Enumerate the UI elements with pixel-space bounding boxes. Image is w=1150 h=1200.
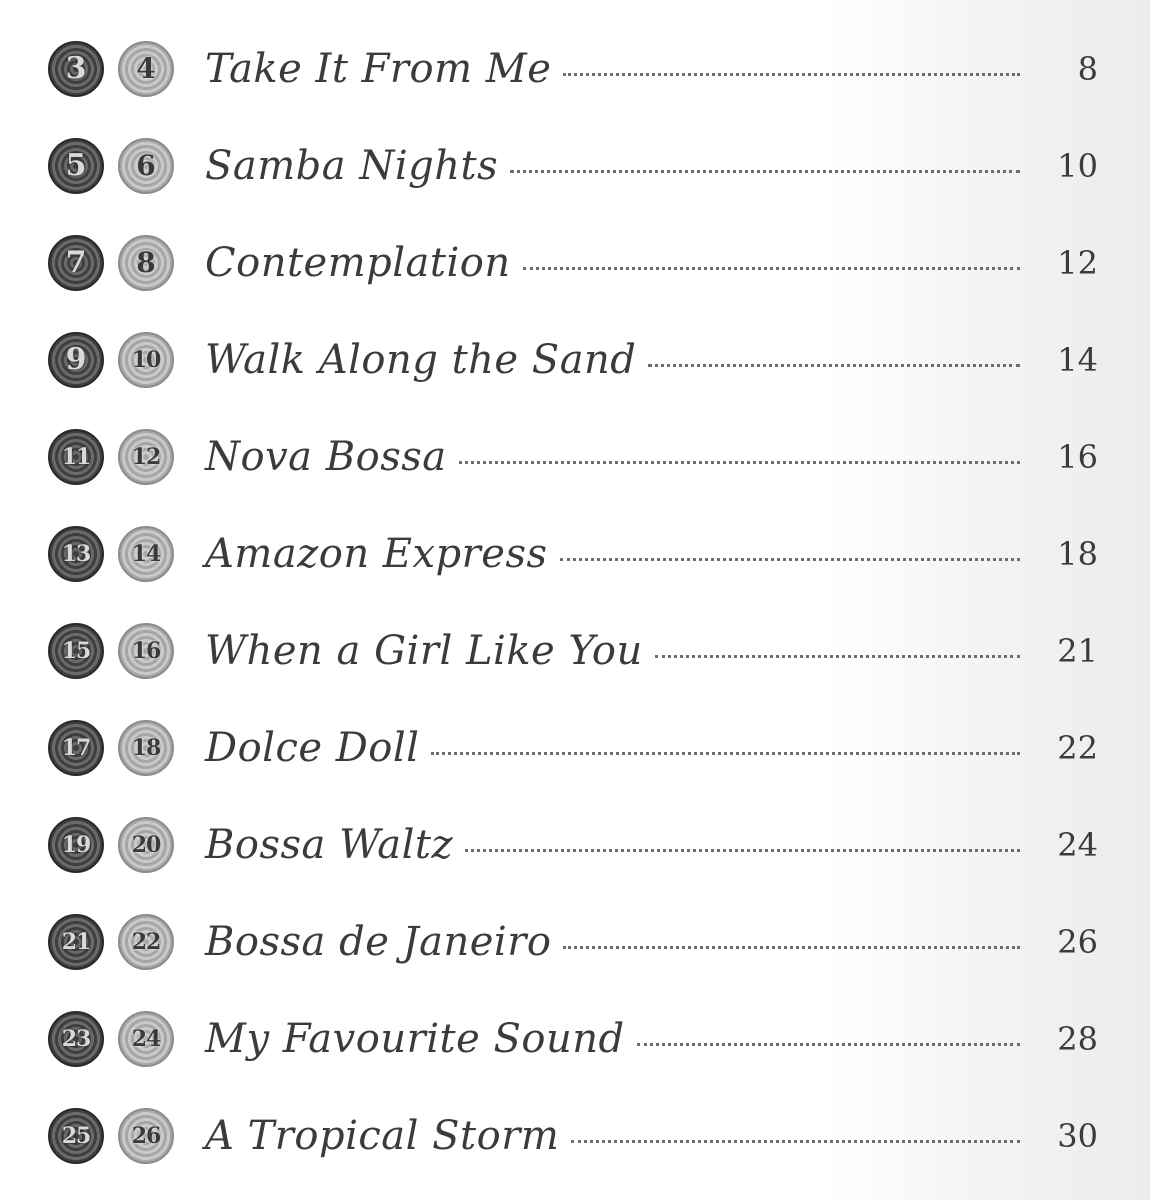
toc-entry — [205, 531, 1020, 577]
song-title: Dolce Doll — [205, 724, 420, 771]
page-number: 16 — [1057, 437, 1098, 476]
cd-track-dark-icon: 5 — [48, 138, 104, 194]
dot-leader — [465, 849, 1020, 852]
list-item[interactable] — [0, 796, 1150, 893]
page-number: 21 — [1057, 631, 1098, 670]
song-title: Amazon Express — [205, 530, 548, 577]
cd-track-dark-icon: 19 — [48, 817, 104, 873]
dot-leader — [655, 655, 1020, 658]
cd-track-light-icon: 10 — [118, 332, 174, 388]
list-item[interactable] — [0, 1087, 1150, 1184]
song-title: Bossa Waltz — [205, 821, 454, 868]
toc-entry — [205, 822, 1020, 868]
song-title: Take It From Me — [205, 45, 552, 92]
list-item[interactable] — [0, 214, 1150, 311]
song-title: Bossa de Janeiro — [205, 918, 552, 965]
list-item[interactable] — [0, 20, 1150, 117]
dot-leader — [563, 946, 1020, 949]
list-item[interactable] — [0, 699, 1150, 796]
toc-entry — [205, 1016, 1020, 1062]
song-title: Nova Bossa — [205, 433, 447, 480]
cd-track-dark-icon: 9 — [48, 332, 104, 388]
toc-list — [0, 20, 1150, 1184]
cd-track-light-icon: 12 — [118, 429, 174, 485]
song-title: My Favourite Sound — [205, 1015, 625, 1062]
toc-entry — [205, 1113, 1020, 1159]
cd-track-light-icon: 26 — [118, 1108, 174, 1164]
page-number: 24 — [1057, 825, 1098, 864]
cd-track-light-icon: 22 — [118, 914, 174, 970]
song-title: Walk Along the Sand — [205, 336, 637, 383]
dot-leader — [431, 752, 1020, 755]
list-item[interactable] — [0, 893, 1150, 990]
cd-track-light-icon: 4 — [118, 41, 174, 97]
list-item[interactable] — [0, 990, 1150, 1087]
list-item[interactable] — [0, 117, 1150, 214]
toc-entry — [205, 337, 1020, 383]
list-item[interactable] — [0, 602, 1150, 699]
dot-leader — [571, 1140, 1020, 1143]
page-number: 22 — [1057, 728, 1098, 767]
page-number: 26 — [1057, 922, 1098, 961]
page-number: 8 — [1077, 49, 1098, 88]
cd-track-dark-icon: 25 — [48, 1108, 104, 1164]
cd-track-light-icon: 24 — [118, 1011, 174, 1067]
page-number: 28 — [1057, 1019, 1098, 1058]
toc-entry — [205, 628, 1020, 674]
dot-leader — [523, 267, 1020, 270]
cd-track-dark-icon: 7 — [48, 235, 104, 291]
dot-leader — [510, 170, 1020, 173]
toc-entry — [205, 725, 1020, 771]
toc-entry — [205, 143, 1020, 189]
toc-entry — [205, 434, 1020, 480]
dot-leader — [459, 461, 1020, 464]
toc-entry — [205, 919, 1020, 965]
cd-track-light-icon: 18 — [118, 720, 174, 776]
song-title: Samba Nights — [205, 142, 499, 189]
page-number: 30 — [1057, 1116, 1098, 1155]
dot-leader — [637, 1043, 1020, 1046]
cd-track-dark-icon: 13 — [48, 526, 104, 582]
cd-track-light-icon: 8 — [118, 235, 174, 291]
cd-track-dark-icon: 3 — [48, 41, 104, 97]
song-title: A Tropical Storm — [205, 1112, 560, 1159]
cd-track-dark-icon: 23 — [48, 1011, 104, 1067]
dot-leader — [563, 73, 1020, 76]
list-item[interactable] — [0, 311, 1150, 408]
cd-track-dark-icon: 17 — [48, 720, 104, 776]
page-number: 10 — [1057, 146, 1098, 185]
cd-track-light-icon: 6 — [118, 138, 174, 194]
page-number: 12 — [1057, 243, 1098, 282]
cd-track-light-icon: 16 — [118, 623, 174, 679]
toc-entry — [205, 240, 1020, 286]
dot-leader — [648, 364, 1020, 367]
page-number: 18 — [1057, 534, 1098, 573]
list-item[interactable] — [0, 408, 1150, 505]
cd-track-dark-icon: 21 — [48, 914, 104, 970]
page-number: 14 — [1057, 340, 1098, 379]
cd-track-dark-icon: 11 — [48, 429, 104, 485]
cd-track-dark-icon: 15 — [48, 623, 104, 679]
cd-track-light-icon: 14 — [118, 526, 174, 582]
cd-track-light-icon: 20 — [118, 817, 174, 873]
song-title: When a Girl Like You — [205, 627, 643, 674]
toc-entry — [205, 46, 1020, 92]
song-title: Contemplation — [205, 239, 511, 286]
list-item[interactable] — [0, 505, 1150, 602]
dot-leader — [560, 558, 1020, 561]
